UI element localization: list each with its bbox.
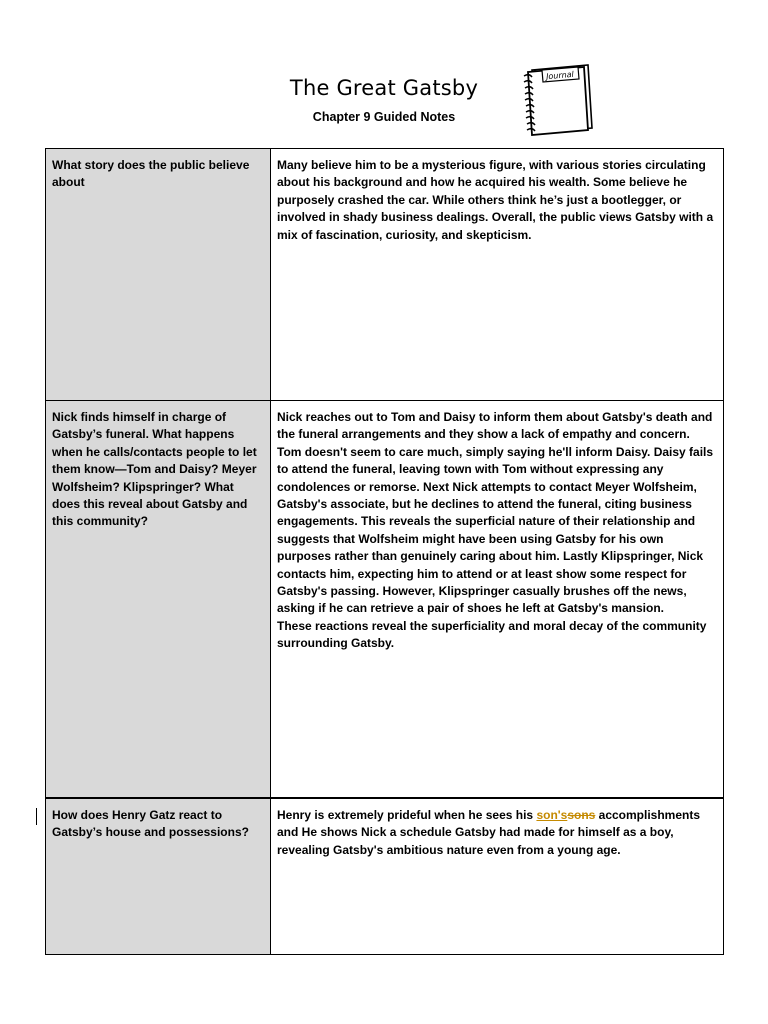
table-row xyxy=(46,401,724,799)
question-text: Nick finds himself in charge of Gatsby’s funeral. What happens when he calls/contacts people to let them know—Tom and Daisy? Meyer Wolfsheim? Klipspringer? What does this reveal about Gatsby and this community? xyxy=(52,410,257,529)
answer-text: Nick reaches out to Tom and Daisy to inform them about Gatsby's death and the funeral arrangements and they show a lack of empathy and concern. Tom doesn't seem to care much, simply saying he'll inform Daisy. Daisy fails to attend the funeral, leaving town with Tom without expressing any condolences or remorse. Next Nick attempts to contact Meyer Wolfsheim, Gatsby's associate, but he declines to attend the funeral, citing business engagements. This reveals the superficial nature of their relationship and suggests that Wolfsheim might have been using Gatsby for his own purposes rather than genuinely caring about him. Lastly Klipspringer, Nick contacts him, expecting him to attend or at least show some respect for Gatsby's passing. However, Klipspringer casually brushes off the news, asking if he can retrieve a pair of shoes he left at Gatsby's mansion. xyxy=(277,410,714,616)
answer-cell[interactable] xyxy=(271,401,724,799)
answer-text: Many believe him to be a mysterious figure, with various stories circulating about his background and how he acquired his wealth. Some believe he purposely crashed the car. While others think he’s just a bootlegger, or involved in shady business dealings. Overall, the public views Gatsby with a mix of fascination, curiosity, and skepticism. xyxy=(277,158,714,242)
document-title: The Great Gatsby xyxy=(289,76,479,100)
question-text: How does Henry Gatz react to Gatsby’s house and possessions? xyxy=(52,808,249,840)
table-row xyxy=(46,798,724,955)
document-subtitle: Chapter 9 Guided Notes xyxy=(312,110,456,124)
journal-notebook-icon xyxy=(520,62,594,138)
answer-conclusion-text: These reactions reveal the superficiality and moral decay of the community surrounding Gatsby. xyxy=(277,618,707,651)
answer-cell[interactable] xyxy=(271,149,724,401)
tracked-deletion[interactable]: sons xyxy=(567,808,596,822)
answer-cell[interactable] xyxy=(271,798,724,955)
tracked-insertion[interactable]: son's xyxy=(536,808,568,822)
text-cursor xyxy=(36,808,37,825)
question-cell[interactable] xyxy=(46,149,271,401)
guided-notes-table xyxy=(45,148,724,955)
question-cell[interactable] xyxy=(46,401,271,799)
answer-text-end: accomplishments and He shows Nick a schedule Gatsby had made for himself as a boy, revealing Gatsby's ambitious nature even from a young age. xyxy=(277,808,701,857)
table-row xyxy=(46,149,724,401)
answer-text-start: Henry is extremely prideful when he sees his xyxy=(277,808,537,822)
question-text: What story does the public believe about xyxy=(52,158,250,190)
question-cell[interactable] xyxy=(46,798,271,955)
journal-label: Journal xyxy=(545,69,575,82)
